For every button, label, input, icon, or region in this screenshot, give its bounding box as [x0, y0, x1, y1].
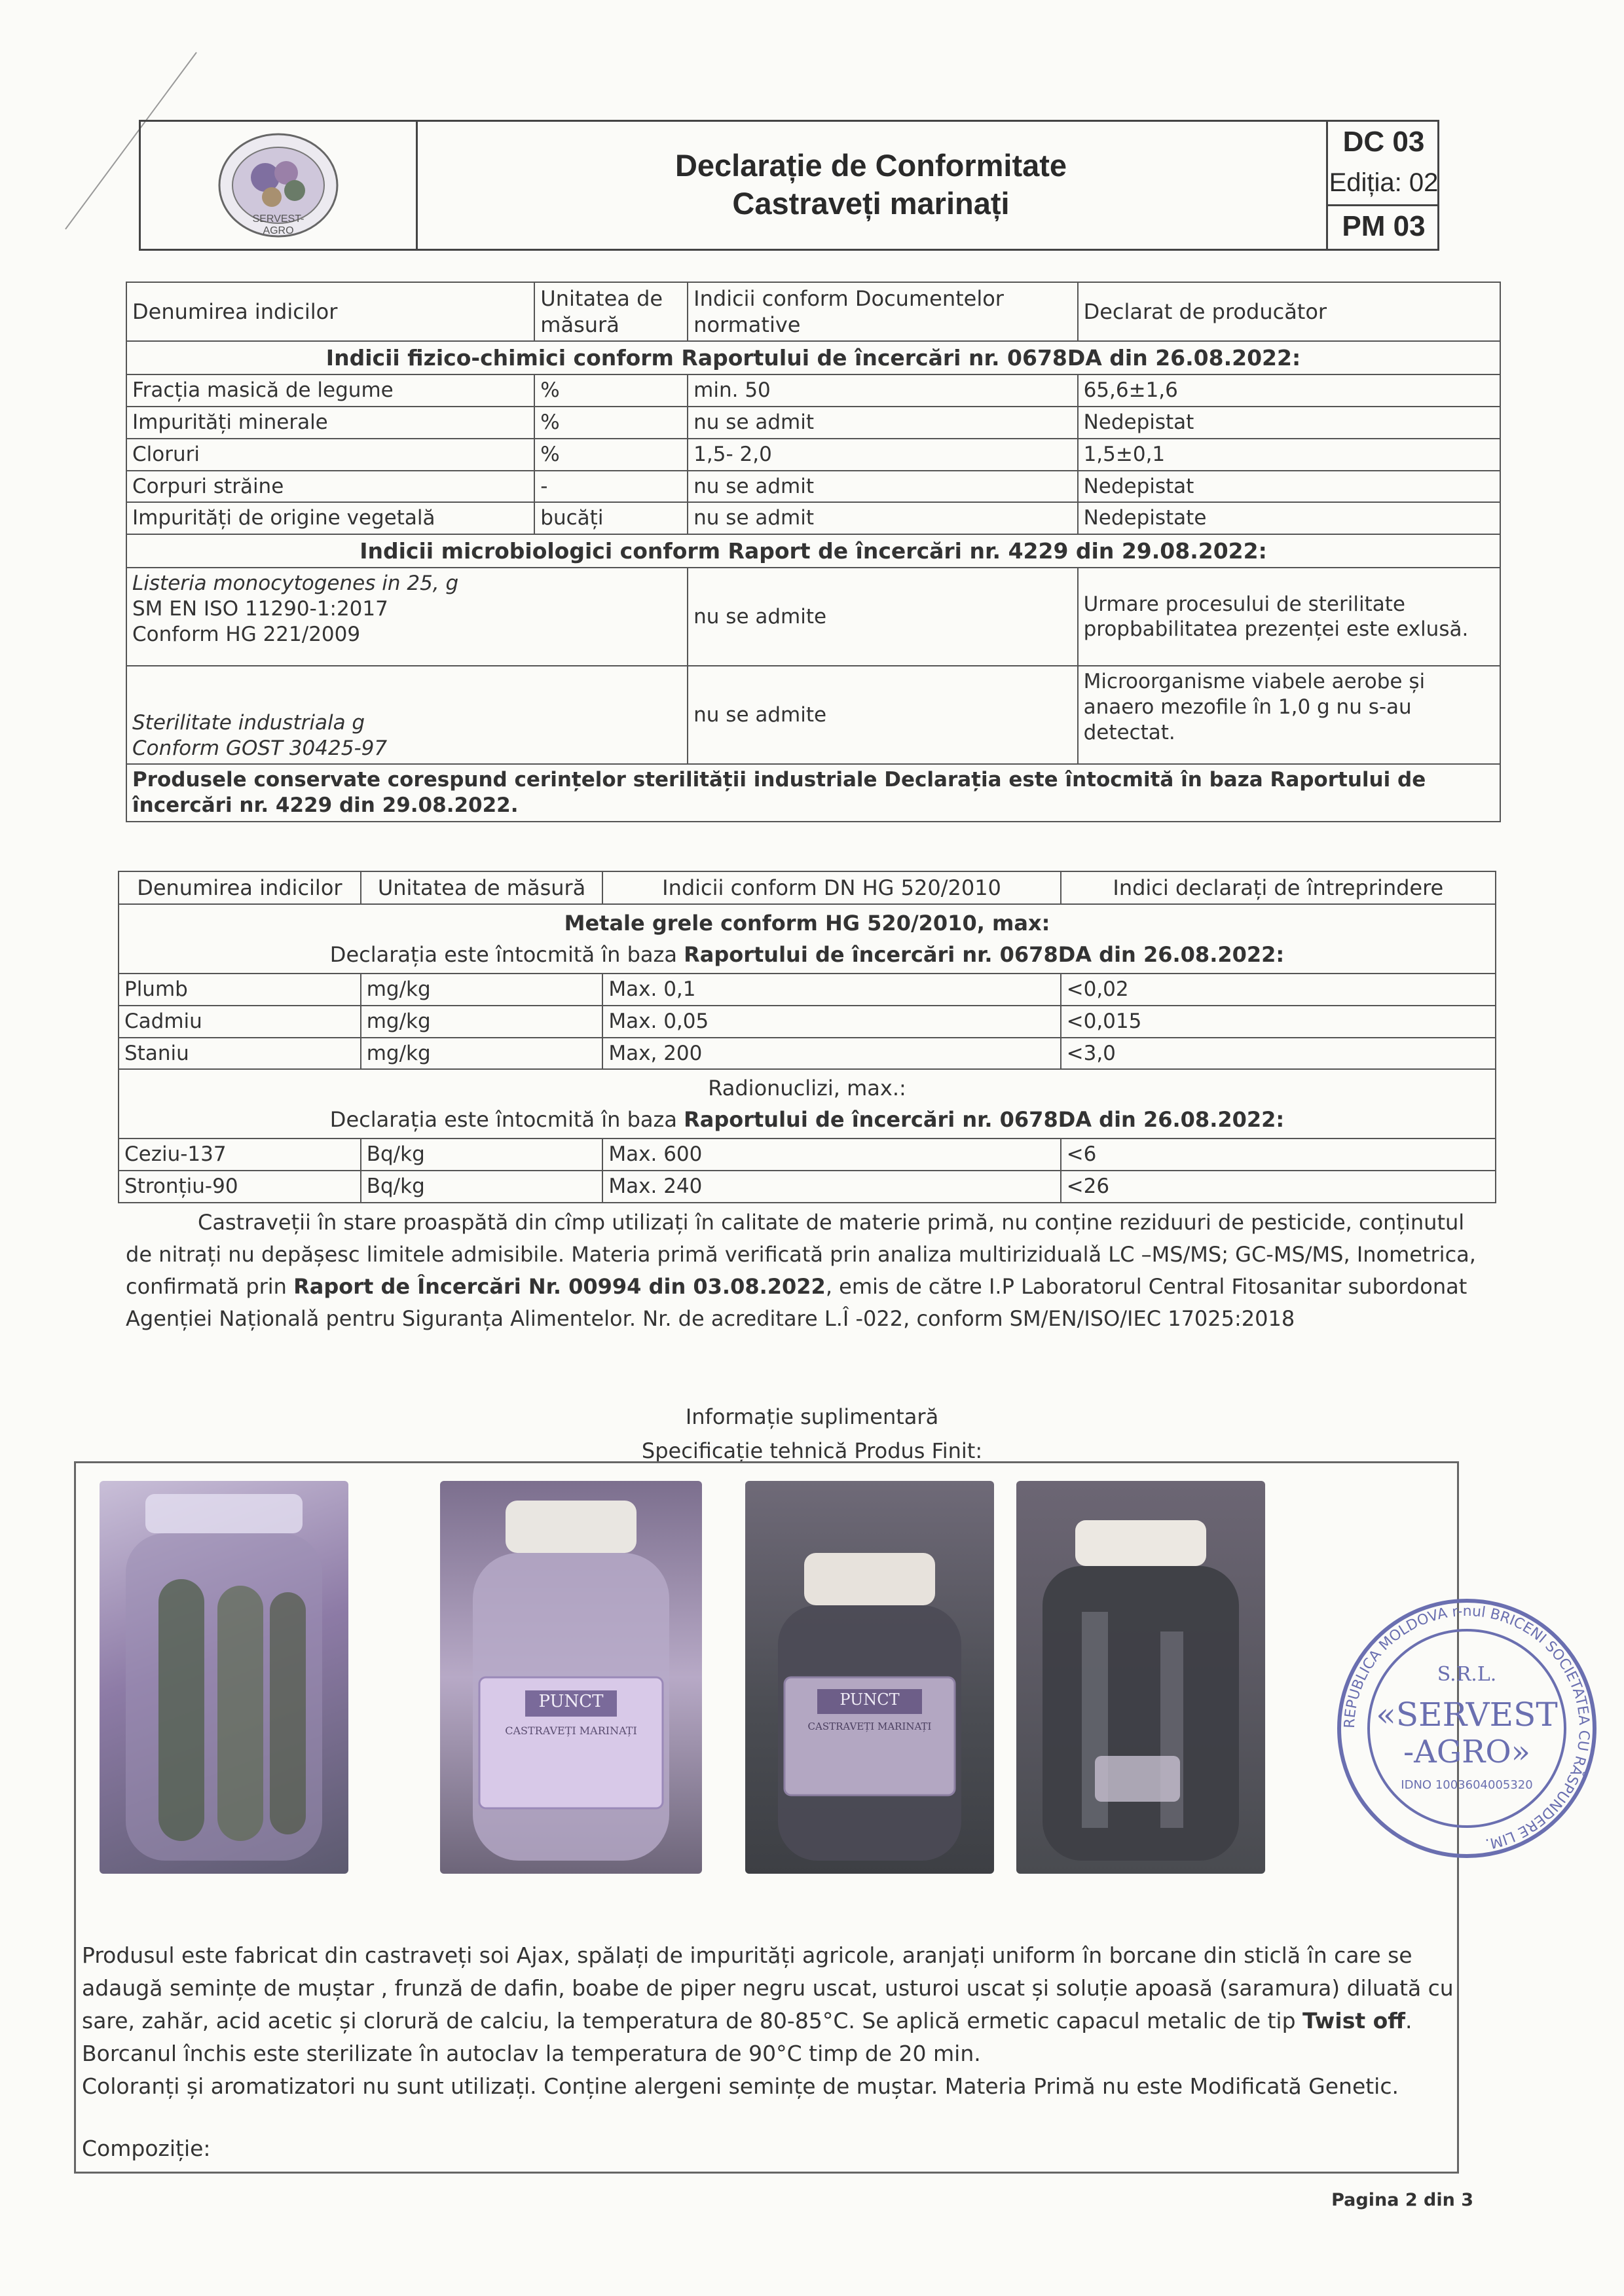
section-title	[119, 904, 1496, 974]
jar-photo-1	[100, 1481, 348, 1874]
table-row	[119, 1139, 1496, 1171]
table-row	[126, 666, 1500, 764]
cell: <0,015	[1061, 1006, 1496, 1038]
cell: Nedepistate	[1078, 502, 1500, 534]
section-heading: Metale grele conform HG 520/2010, max:	[564, 911, 1050, 936]
section-title: Indicii microbiologici conform Raport de încercări nr. 4229 din 29.08.2022:	[126, 534, 1500, 568]
cell: Max. 240	[602, 1171, 1060, 1203]
table-row	[126, 374, 1500, 407]
doc-edition: Ediția: 02	[1328, 162, 1439, 206]
doc-code-cell	[1326, 122, 1439, 249]
table-header-row	[126, 282, 1500, 341]
section-sub-bold: Raportului de încercări nr. 0678DA din 26.08.2022:	[684, 1107, 1285, 1133]
section-heading: Radionuclizi, max.:	[708, 1076, 906, 1101]
cell: %	[534, 439, 688, 471]
cell: min. 50	[688, 374, 1077, 407]
cell: nu se admit	[688, 502, 1077, 534]
cell: -	[534, 471, 688, 503]
jar-illustration	[440, 1481, 702, 1874]
cell: nu se admite	[688, 568, 1077, 666]
cell: Urmare procesului de sterilitate propbabilitatea prezenței este exlusă.	[1078, 568, 1500, 666]
cell	[126, 666, 688, 764]
section-sub-plain: Declarația este întocmită în baza	[329, 1107, 684, 1133]
cell: Corpuri străine	[126, 471, 534, 503]
stamp-name-1: «SERVEST	[1376, 1696, 1558, 1734]
col-header: Indicii conform DN HG 520/2010	[602, 871, 1060, 904]
table-row	[126, 568, 1500, 666]
cell	[126, 568, 688, 666]
cell: Plumb	[119, 974, 361, 1006]
doc-pm: PM 03	[1342, 210, 1426, 242]
table-row	[119, 974, 1496, 1006]
cell: bucăți	[534, 502, 688, 534]
jar-photo-3	[745, 1481, 994, 1874]
cell: Ceziu-137	[119, 1139, 361, 1171]
cell: Nedepistat	[1078, 471, 1500, 503]
cell: Max. 0,05	[602, 1006, 1060, 1038]
jar-label-brand: PUNCT	[840, 1690, 900, 1709]
table-row	[126, 502, 1500, 534]
cell: 1,5±0,1	[1078, 439, 1500, 471]
indicator-regulation: Conform HG 221/2009	[132, 622, 361, 646]
title-line-2: Castraveți marinați	[732, 186, 1010, 221]
cell: Max, 200	[602, 1038, 1060, 1070]
cell: Nedepistat	[1078, 407, 1500, 439]
col-header: Denumirea indicilor	[126, 282, 534, 341]
composition-label: Compoziție:	[82, 2136, 211, 2161]
pesticide-paragraph: Castraveții în stare proaspătă din cîmp utilizați în calitate de materie primă, nu conține reziduuri de pesticide, conținutul de nitrați nu depășesc limitele admisibile. Materia primă verificată prin analiza multirizidualǎ LC –MS/MS; GC-MS/MS, Inometrica, confirmată prin Raport de Încercări Nr. 00994 din 03.08.2022, emis de către I.P Laboratorul Central Fitosanitar subordonat Agenției Naționalǎ pentru Siguranța Alimentelor. Nr. de acreditare L.Î -022, conform SM/EN/ISO/IEC 17025:2018	[126, 1210, 1476, 1331]
supplementary-info-title: Informație suplimentară	[685, 1404, 939, 1429]
stamp-idno: IDNO 1003604005320	[1401, 1778, 1533, 1792]
cell: <3,0	[1061, 1038, 1496, 1070]
cell: <26	[1061, 1171, 1496, 1203]
sterility-note: Produsele conservate corespund cerințelor sterilității industriale Declarația este întocmită în baza Raportului de încercări nr. 4229 din 29.08.2022.	[126, 764, 1500, 822]
col-header: Denumirea indicilor	[119, 871, 361, 904]
cell: %	[534, 374, 688, 407]
jar-label-product: CASTRAVEȚI MARINAȚI	[807, 1721, 932, 1732]
document-header	[139, 120, 1439, 251]
page-number: Pagina 2 din 3	[1331, 2190, 1473, 2210]
section-title	[119, 1069, 1496, 1139]
stamp-name-2: -AGRO»	[1403, 1734, 1531, 1770]
cell: nu se admit	[688, 407, 1077, 439]
col-header: Indici declarați de întreprindere	[1061, 871, 1496, 904]
table-row	[126, 471, 1500, 503]
indicator-standard: Conform GOST 30425-97	[132, 736, 388, 760]
cell: nu se admite	[688, 666, 1077, 764]
cell: Cadmiu	[119, 1006, 361, 1038]
logo-text: SERVEST-AGRO	[252, 213, 304, 236]
table-row	[119, 1171, 1496, 1203]
jar-illustration	[100, 1481, 348, 1874]
section-sub-bold: Raportului de încercări nr. 0678DA din 26.08.2022:	[684, 942, 1285, 967]
section-sub-plain: Declarația este întocmită în baza	[329, 942, 684, 967]
cell: Max. 0,1	[602, 974, 1060, 1006]
table-row	[119, 1038, 1496, 1070]
table-row	[119, 1006, 1496, 1038]
cell: Microorganisme viabele aerobe și anaero mezofile în 1,0 g nu s-au detectat.	[1078, 666, 1500, 764]
stamp-srl: S.R.L.	[1437, 1663, 1497, 1686]
cell: Cloruri	[126, 439, 534, 471]
table-header-row	[119, 871, 1496, 904]
product-description: Produsul este fabricat din castraveți soi Ajax, spălați de impurități agricole, aranjați uniform în borcane din sticlă în care se adaugă semințe de muștar , frunză de dafin, boabe de piper negru uscat, usturoi uscat și soluție apoasă (saramura) diluată cu sare, zahăr, acid acetic și clorură de calciu, la temperatura de 80-85°C. Se aplică ermetic capacul metalic de tip Twist off. Borcanul închis este sterilizate în autoclav la temperatura de 90°C timp de 20 min.	[82, 1942, 1454, 2066]
col-header: Declarat de producător	[1078, 282, 1500, 341]
document-title	[416, 122, 1326, 249]
jar-photo-4	[1016, 1481, 1265, 1874]
cell: Stronțiu-90	[119, 1171, 361, 1203]
cell: Bq/kg	[361, 1139, 603, 1171]
cell: <0,02	[1061, 974, 1496, 1006]
col-header: Unitatea de măsură	[534, 282, 688, 341]
technical-spec-title: Specificație tehnică Produs Finit:	[641, 1438, 983, 1463]
doc-code: DC 03	[1342, 126, 1425, 158]
cell: Fracția masică de legume	[126, 374, 534, 407]
section-title: Indicii fizico-chimici conform Raportului de încercări nr. 0678DA din 26.08.2022:	[126, 341, 1500, 374]
cell: <6	[1061, 1139, 1496, 1171]
jar-illustration	[1016, 1481, 1265, 1874]
cell: nu se admit	[688, 471, 1077, 503]
jar-label-product: CASTRAVEȚI MARINAȚI	[505, 1724, 637, 1737]
cell: Max. 600	[602, 1139, 1060, 1171]
company-stamp	[1329, 1591, 1604, 1866]
cell: Staniu	[119, 1038, 361, 1070]
additives-statement: Coloranți și aromatizatori nu sunt utilizați. Conține alergeni semințe de muștar. Materia Primă nu este Modificată Genetic.	[82, 2073, 1399, 2099]
jar-photo-2	[440, 1481, 702, 1874]
cell: Impurități minerale	[126, 407, 534, 439]
cell: mg/kg	[361, 1038, 603, 1070]
cell: %	[534, 407, 688, 439]
table-row	[126, 407, 1500, 439]
cell: 1,5- 2,0	[688, 439, 1077, 471]
title-line-1: Declarație de Conformitate	[674, 148, 1067, 183]
stamp-outer-text: REPUBLICA MOLDOVA r-nul BRICENI SOCIETATEA CU RĂSPUNDERE LIM.	[1341, 1603, 1593, 1852]
indicator-name: Sterilitate industriala g	[132, 710, 365, 735]
cell: Impurități de origine vegetală	[126, 502, 534, 534]
jar-illustration	[745, 1481, 994, 1874]
cell: mg/kg	[361, 1006, 603, 1038]
logo-cell	[141, 122, 418, 249]
cell: mg/kg	[361, 974, 603, 1006]
heavy-metals-table	[118, 871, 1496, 1203]
table-row	[126, 439, 1500, 471]
physico-chemical-table	[126, 282, 1501, 822]
col-header: Indicii conform Documentelor normative	[688, 282, 1077, 341]
indicator-standard: SM EN ISO 11290-1:2017	[132, 597, 388, 621]
cell: Bq/kg	[361, 1171, 603, 1203]
cell: 65,6±1,6	[1078, 374, 1500, 407]
col-header: Unitatea de măsură	[361, 871, 603, 904]
indicator-name: Listeria monocytogenes in 25, g	[132, 572, 459, 596]
jar-label-brand: PUNCT	[538, 1692, 604, 1711]
